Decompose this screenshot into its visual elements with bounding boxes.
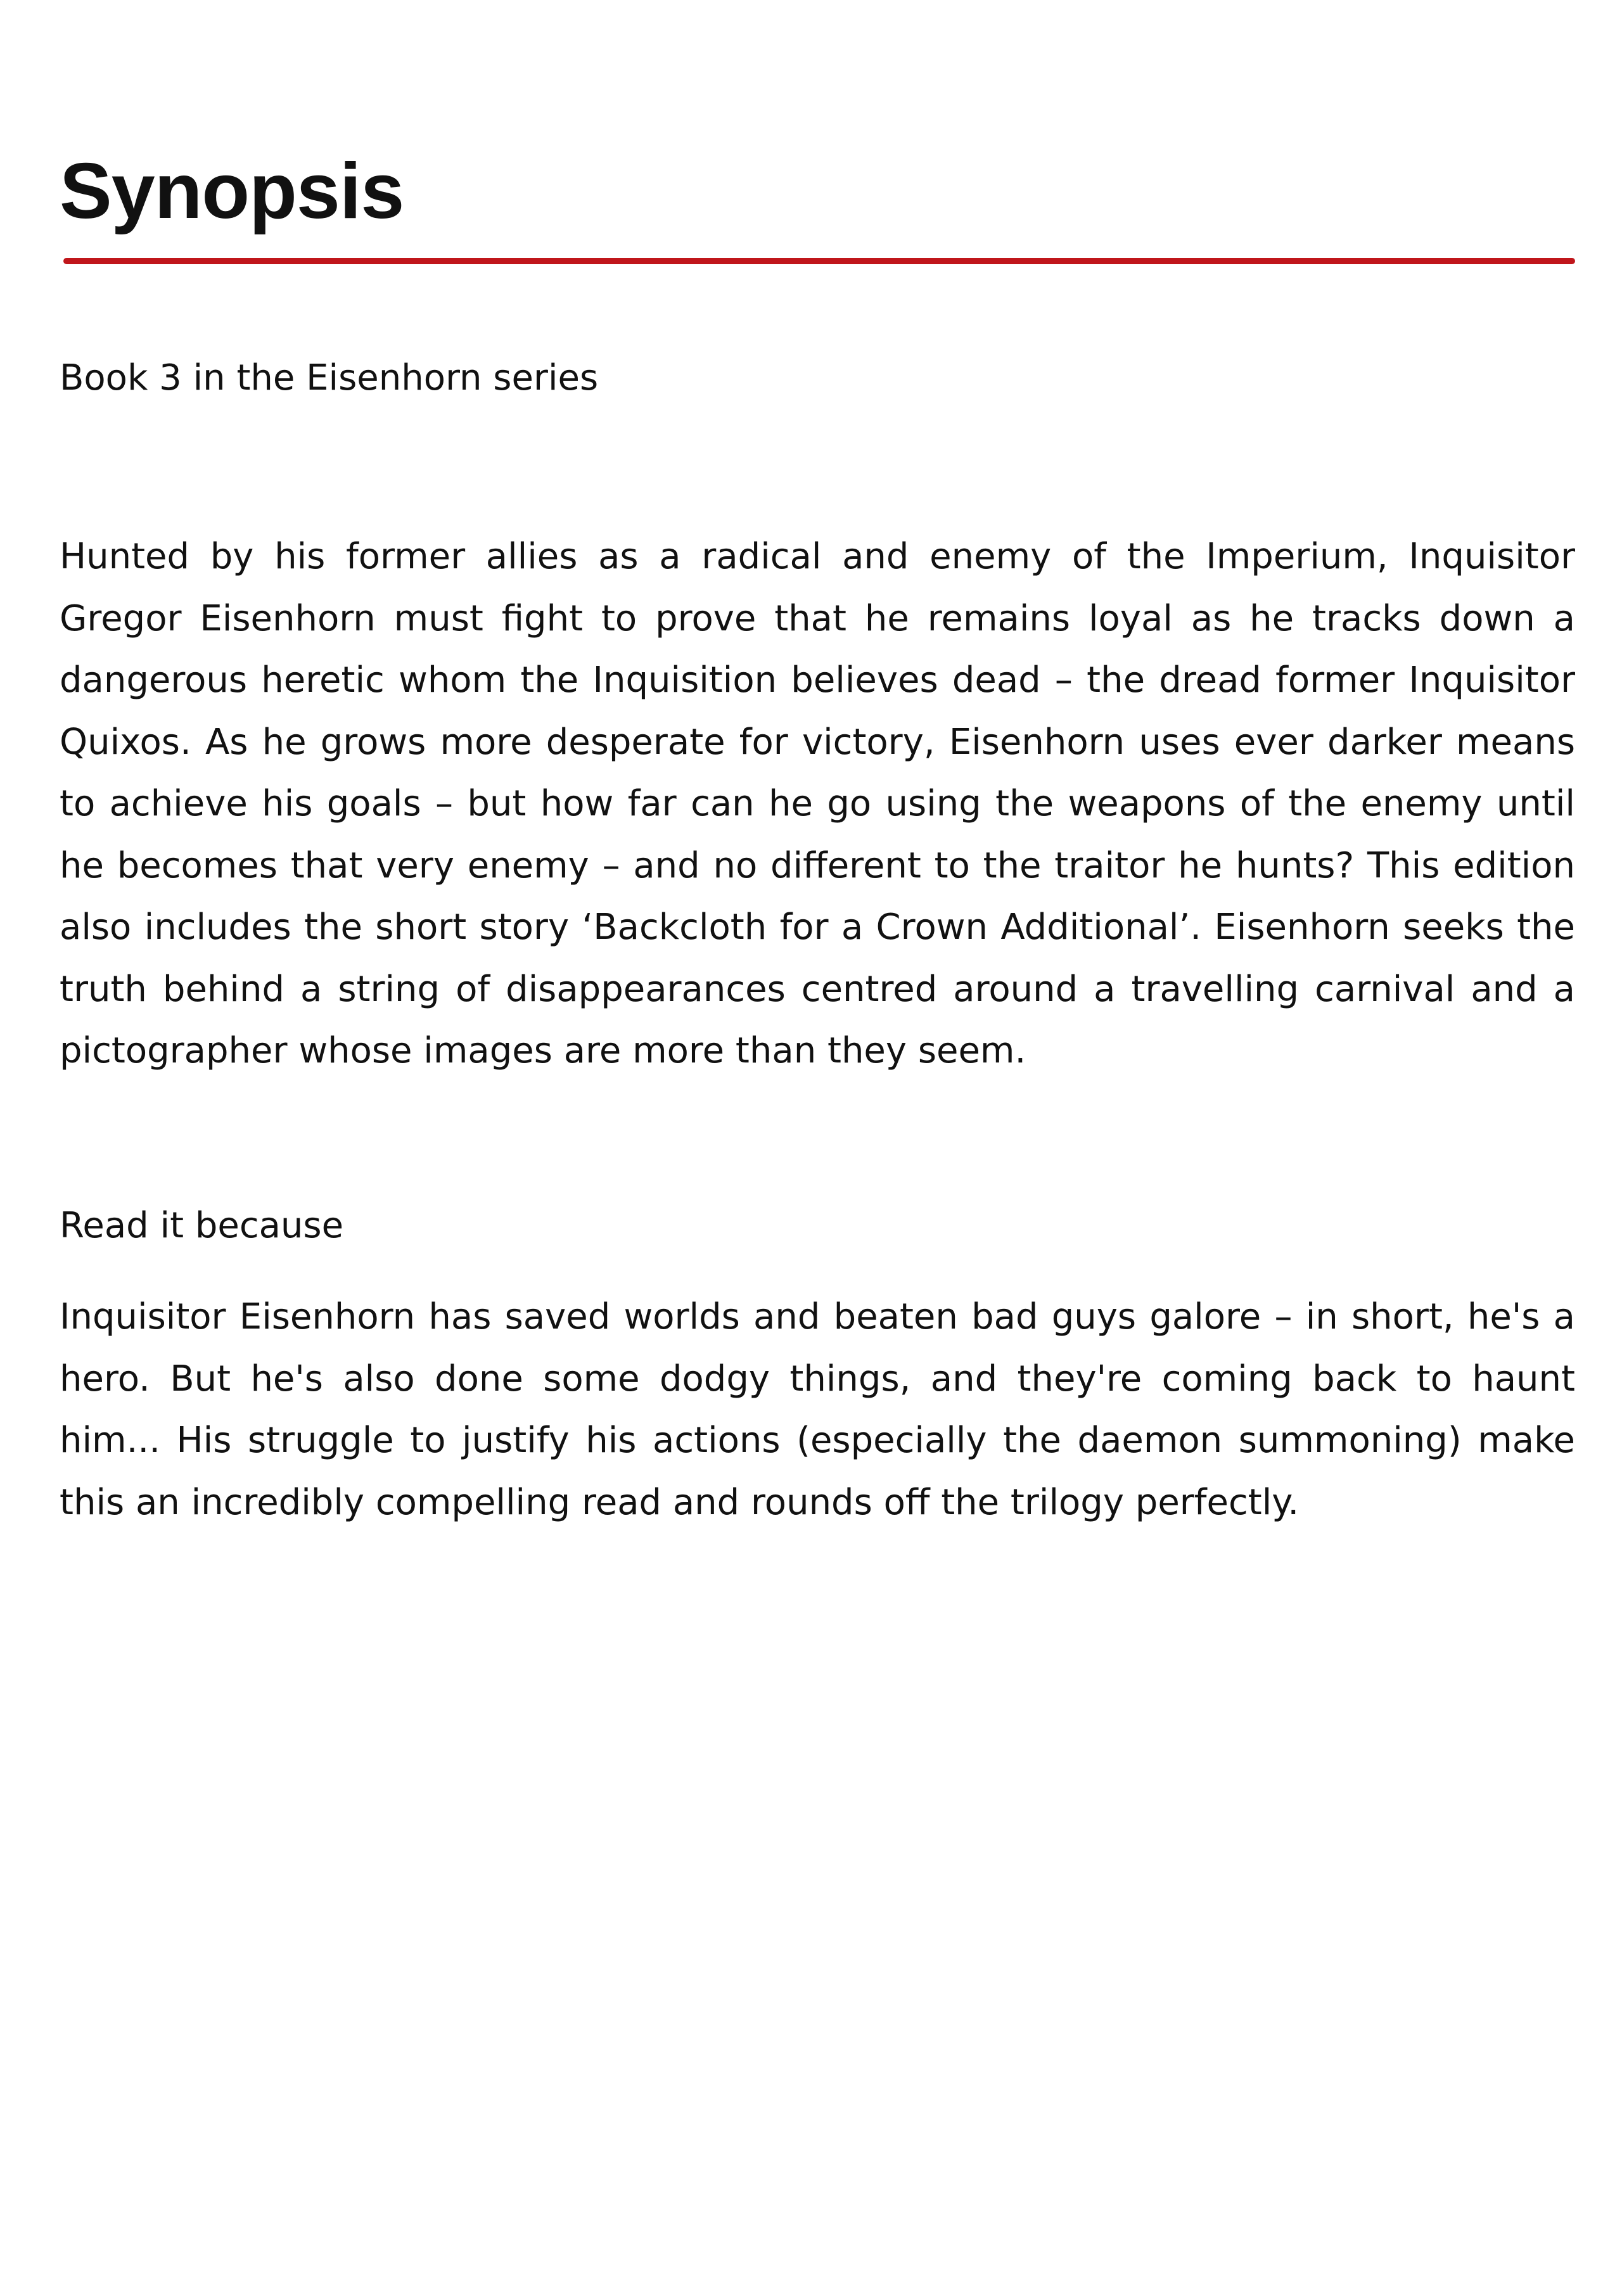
series-line: Book 3 in the Eisenhorn series: [60, 357, 599, 399]
read-it-because-heading: Read it because: [60, 1205, 344, 1246]
page-title: Synopsis: [60, 148, 404, 235]
read-it-because-paragraph: Inquisitor Eisenhorn has saved worlds and beaten bad guys galore – in short, he's a hero. But he's also done some dodgy things, and they're coming back to haunt him... His struggle to justify his actions (especially the daemon summoning) make this an incredibly compelling read and rounds off the trilogy perfectly.: [60, 1296, 1575, 1523]
title-divider: [63, 258, 1575, 264]
synopsis-paragraph: Hunted by his former allies as a radical and enemy of the Imperium, Inquisitor Gregor Eisenhorn must fight to prove that he remains loyal as he tracks down a dangerous heretic whom the Inquisition believes dead – the dread former Inquisitor Quixos. As he grows more desperate for victory, Eisenhorn uses ever darker means to achieve his goals – but how far can he go using the weapons of the enemy until he becomes that very enemy – and no different to the traitor he hunts? This edition also includes the short story ‘Backcloth for a Crown Additional’. Eisenhorn seeks the truth behind a string of disappearances centred around a travelling carnival and a pictographer whose images are more than they seem.: [60, 536, 1575, 1071]
